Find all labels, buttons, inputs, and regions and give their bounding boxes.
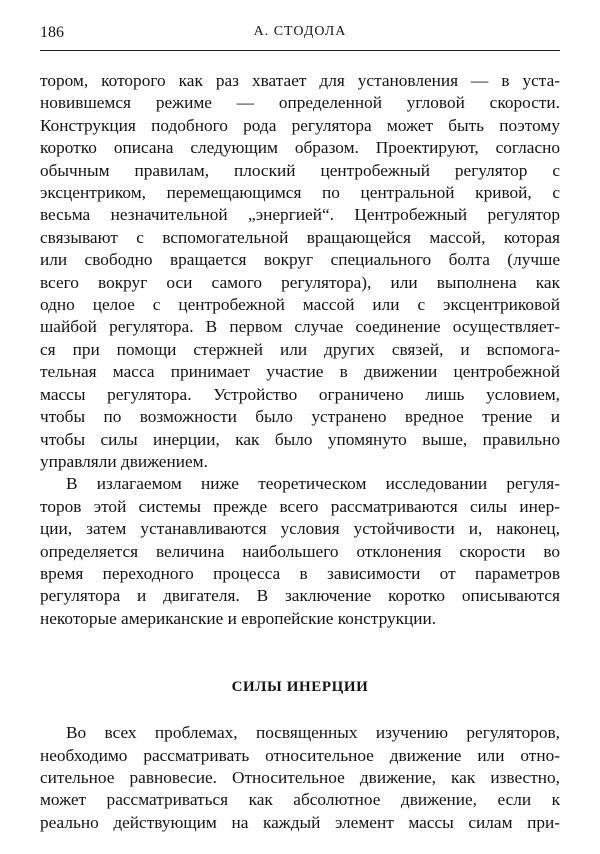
text-line: коротко описана следующим образом. Проектируют, согласно: [40, 138, 560, 158]
text-line: весьма незначительной „энергией“. Центробежный регулятор: [40, 205, 560, 225]
text-line: ции, затем устанавливаются условия устойчивости и, наконец,: [40, 519, 560, 539]
text-line: реально действующим на каждый элемент массы силам при-: [40, 812, 560, 832]
text-line: тором, которого как раз хватает для установления — в уста-: [40, 71, 560, 90]
paragraph-2: [40, 473, 560, 630]
text-line: торов этой системы прежде всего рассматриваются силы инер-: [40, 496, 560, 516]
text-line: управляли движением.: [40, 451, 208, 471]
text-line: В излагаемом ниже теоретическом исследовании регуля-: [66, 474, 560, 494]
text-line: или свободно вращается вокруг специального болта (лучше: [40, 250, 560, 270]
text-line: определяется величина наибольшего отклонения скорости во: [40, 541, 560, 561]
text-line: чтобы силы инерции, как было упомянуто выше, правильно: [40, 429, 560, 449]
text-line: эксцентриком, перемещающимся по центральной кривой, с: [40, 183, 560, 203]
text-line: может рассматриваться как абсолютное движение, если к: [40, 790, 560, 810]
text-line: новившемся режиме — определенной угловой скорости.: [40, 93, 560, 113]
text-line: всего вокруг оси самого регулятора), или выполнена как: [40, 272, 560, 292]
section-title: СИЛЫ ИНЕРЦИИ: [231, 679, 369, 696]
text-line: массы регулятора. Устройство ограничено лишь условием,: [40, 384, 560, 404]
text-line: чтобы по возможности было устранено вредное трение и: [40, 407, 560, 427]
text-line: некоторые американские и европейские конструкции.: [40, 608, 437, 628]
page-number: 186: [40, 24, 64, 41]
header-rule: [40, 50, 560, 51]
text-line: сительное равновесие. Относительное движение, как известно,: [40, 767, 560, 787]
text-line: шайбой регулятора. В первом случае соединение осуществляет-: [40, 317, 560, 337]
text-line: тельная масса принимает участие в движении центробежной: [40, 362, 560, 382]
text-line: связывают с вспомогательной вращающейся массой, которая: [40, 227, 560, 247]
page-header: [40, 22, 560, 46]
text-line: одно целое с центробежной массой или с эксцентриковой: [40, 295, 560, 315]
text-line: обычным правилам, плоский центробежный регулятор с: [40, 160, 560, 180]
paragraph-3: [40, 722, 560, 834]
running-head: А. СТОДОЛА: [253, 24, 347, 39]
text-line: Во всех проблемах, посвященных изучению регуляторов,: [66, 723, 560, 743]
text-line: Конструкция подобного рода регулятора может быть поэтому: [40, 115, 560, 135]
text-line: необходимо рассматривать относительное движение или отно-: [40, 745, 560, 765]
body-text: [40, 70, 560, 834]
paragraph-1: [40, 70, 560, 473]
text-line: время переходного процесса в зависимости от параметров: [40, 563, 560, 583]
text-line: регулятора и двигателя. В заключение коротко описываются: [40, 586, 560, 606]
text-line: ся при помощи стержней или других связей, и вспомога-: [40, 339, 560, 359]
